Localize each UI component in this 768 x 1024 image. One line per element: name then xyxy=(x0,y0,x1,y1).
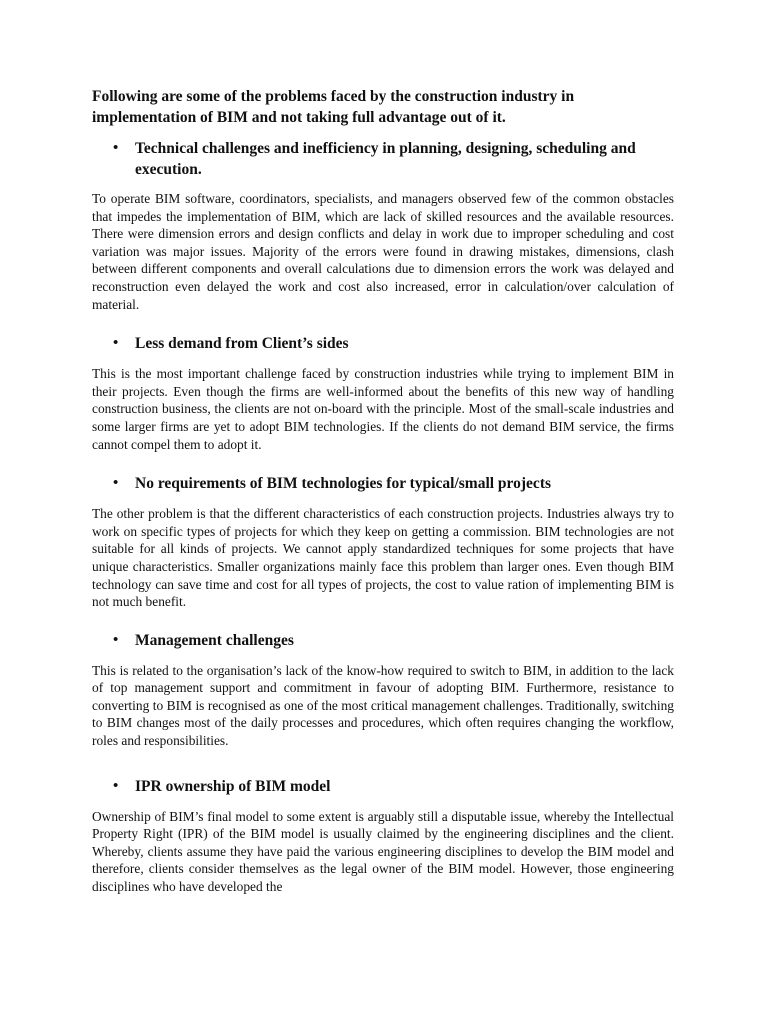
section-small-projects xyxy=(92,473,674,611)
bullet-icon: • xyxy=(113,475,119,492)
heading-text: IPR ownership of BIM model xyxy=(135,777,331,795)
document-page xyxy=(92,86,674,896)
heading-text: Less demand from Client’s sides xyxy=(135,335,349,353)
intro-paragraph: Following are some of the problems faced by the construction industry in implementation of BIM and not taking full advantage out of it. xyxy=(92,88,575,126)
section-heading xyxy=(92,776,674,797)
bullet-icon: • xyxy=(113,140,119,156)
section-body: Ownership of BIM’s final model to some extent is arguably still a disputable issue, whereby the Intellectual Property Right (IPR) of the BIM model is usually claimed by the engineering disciplines and the client. Whereby, clients assume they have paid the various engineering disciplines to develop the BIM model and therefore, clients consider themselves as the legal owner of the BIM model. However, those engineering disciplines who have developed the xyxy=(92,808,674,895)
bullet-icon: • xyxy=(113,777,119,794)
section-body: This is the most important challenge faced by construction industries while trying to implement BIM in their projects. Even though the firms are well-informed about the benefits of this new way of handling construction business, the clients are not on-board with the principle. Most of the small-scale industries and some larger firms are yet to adopt BIM technologies. If the clients do not demand BIM service, the firms cannot compel them to adopt it. xyxy=(92,366,674,452)
heading-text: No requirements of BIM technologies for typical/small projects xyxy=(135,475,552,493)
section-ipr-ownership xyxy=(92,776,674,896)
section-heading xyxy=(92,473,674,494)
heading-text: Technical challenges and inefficiency in planning, designing, scheduling and execution. xyxy=(135,140,636,178)
section-heading xyxy=(92,333,674,354)
section-heading xyxy=(92,630,674,651)
bullet-icon: • xyxy=(113,631,119,648)
section-technical-challenges xyxy=(92,138,674,313)
section-body: To operate BIM software, coordinators, specialists, and managers observed few of the common obstacles that impedes the implementation of BIM, which are lack of skilled resources and the available resources. There were dimension errors and design conflicts and delay in work due to improper scheduling and cost variation was major issues. Majority of the errors were found in drawing mistakes, dimensions, clash between different components and overall calculations due to dimension errors the work was delayed and reconstruction even delayed the work and cost also increased, error in calculation/over calculation of material. xyxy=(92,191,674,312)
section-body: The other problem is that the different characteristics of each construction projects. Industries always try to work on specific types of projects for which they keep on getting a commission. BIM technologies are not suitable for all kinds of projects. We cannot apply standardized techniques for some projects that have unique characteristics. Smaller organizations mainly face this problem than larger ones. Even though BIM technology can save time and cost for all types of projects, the cost to value ration of implementing BIM is not much benefit. xyxy=(92,506,674,610)
section-management-challenges xyxy=(92,630,674,750)
bullet-icon: • xyxy=(113,335,119,352)
heading-text: Management challenges xyxy=(135,631,294,649)
section-body: This is related to the organisation’s lack of the know-how required to switch to BIM, in addition to the lack of top management support and commitment in favour of adopting BIM. Furthermore, resistance to converting to BIM is recognised as one of the most critical management challenges. Traditionally, switching to BIM changes most of the daily processes and procedures, which often requires changing the workflow, roles and responsibilities. xyxy=(92,662,674,749)
section-heading xyxy=(92,138,674,180)
section-client-demand xyxy=(92,333,674,453)
